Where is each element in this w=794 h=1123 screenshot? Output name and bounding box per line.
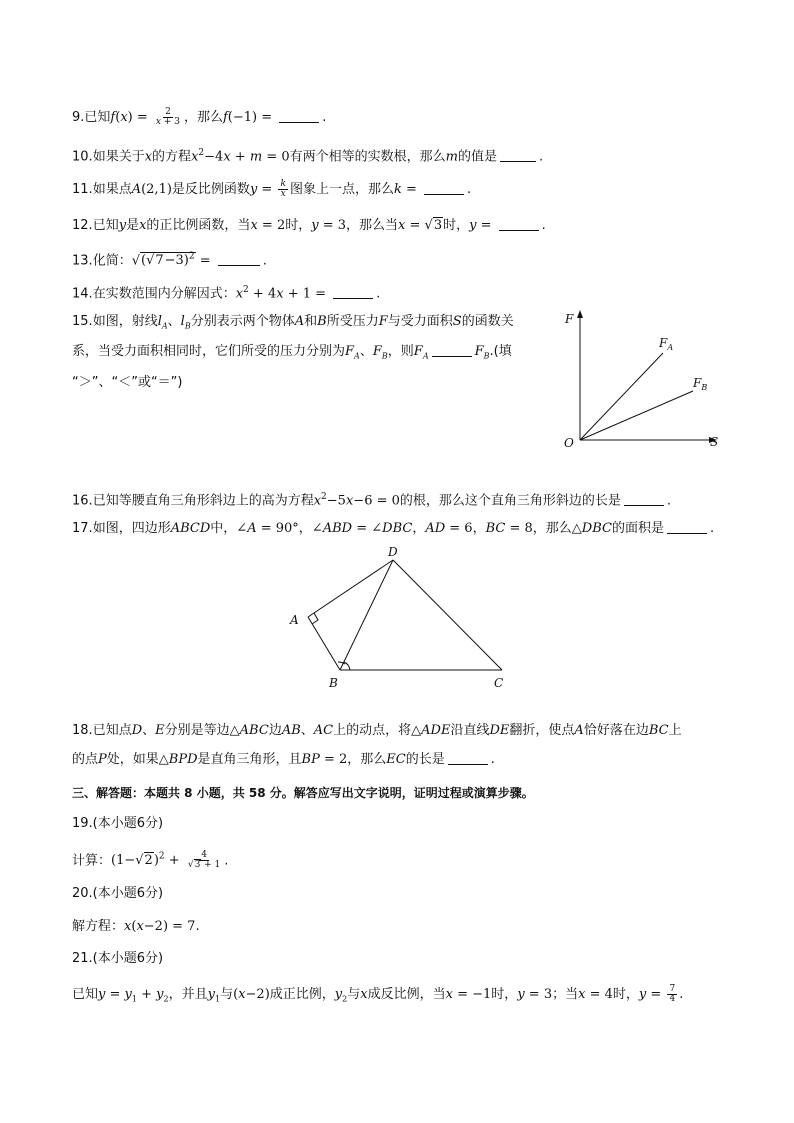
text: 上的动点，将: [333, 723, 412, 738]
text: .: [666, 493, 672, 509]
label-A: A: [290, 613, 299, 627]
text: .: [376, 286, 381, 302]
text: 解方程：: [72, 919, 125, 934]
text: 恰好落在边: [583, 723, 649, 738]
text: ；当: [552, 987, 579, 1002]
label-D: D: [388, 545, 398, 559]
text: ，那么: [183, 110, 223, 125]
text: ，: [412, 521, 426, 536]
text: 翻折，使点: [509, 723, 575, 738]
text: 的值是: [457, 149, 497, 165]
text: 是反比例函数: [171, 182, 250, 197]
text: .: [224, 853, 229, 869]
label-O: O: [564, 436, 574, 450]
edge-DC: [393, 560, 502, 670]
question-14: 14.在实数范围内分解因式：$x^2 + 4x + 1$ = .: [72, 285, 381, 302]
question-number: 18.: [72, 723, 93, 738]
text: 边: [268, 723, 282, 738]
figure-17-quadrilateral: [280, 543, 520, 693]
text: ，那么当: [346, 218, 399, 233]
answer-blank[interactable]: [448, 752, 488, 765]
right-angle-mark-A: [312, 613, 318, 624]
text: 时，: [491, 987, 518, 1002]
question-15-line3: [72, 374, 182, 392]
answer-blank[interactable]: [500, 149, 536, 162]
text: 的正比例函数，当: [146, 218, 251, 233]
text: 是直角三角形，且: [197, 752, 302, 767]
question-16: 16.已知等腰直角三角形斜边上的高为方程$x^2-5x-6 = 0$的根，那么这个直角三角形斜边的长是 .: [72, 492, 672, 509]
section-3-heading: 三、解答题：本题共 8 小题，共 58 分。解答应写出文字说明，证明过程或演算步骤。: [72, 786, 534, 800]
question-9: 9.已知f(x) = $\frac{2}{x + 3}$ ，那么f(−1) = .: [72, 107, 327, 127]
answer-blank[interactable]: [218, 253, 260, 266]
question-12: 12.已知y是x的正比例函数，当x = 2时，y = 3，那么当x = √3时，y = .: [72, 218, 546, 233]
edge-AB: [308, 617, 340, 670]
text: 的长是: [405, 752, 445, 767]
text: ，: [472, 521, 486, 536]
text: 处，如果: [106, 752, 159, 767]
edge-AD: [308, 560, 393, 617]
text: 如图，射线: [92, 314, 158, 329]
question-number: 10.: [72, 149, 93, 165]
text: 已知: [84, 110, 111, 125]
text: 已知点: [92, 723, 132, 738]
text: 已知: [72, 987, 99, 1002]
text: 如果点: [92, 182, 132, 197]
text: 已知: [92, 218, 119, 233]
question-19-body: 计算：$(1-√2)^2$ + $\frac{4}{√3 + 1}$ .: [72, 850, 229, 871]
question-18-line2: 的点P处，如果△BPD是直角三角形，且BP = 2，那么EC的长是 .: [72, 752, 495, 767]
text: 的面积是: [611, 521, 664, 536]
answer-blank[interactable]: [333, 286, 373, 299]
question-number: 15.: [72, 314, 93, 329]
question-15-line1: 15.如图，射线$l_A$、$l_B$分别表示两个物体A和B所受压力F与受力面积S的函数关: [72, 314, 514, 331]
text: 的点: [72, 752, 99, 767]
question-17: 17.如图，四边形ABCD中，∠A = 90°，∠ABD = ∠DBC，AD = 6，BC = 8，那么△DBC的面积是 .: [72, 521, 715, 536]
text: 、: [300, 723, 314, 738]
ray-B: [580, 391, 693, 440]
text: 、: [359, 344, 373, 359]
text: 和: [304, 314, 318, 329]
text: 、: [142, 723, 156, 738]
text: 已知等腰直角三角形斜边上的高为方程: [92, 493, 314, 509]
question-number: 14.: [72, 286, 93, 302]
text: 上: [668, 723, 682, 738]
ray-A: [580, 353, 663, 440]
diagonal-BD: [340, 560, 393, 670]
answer-blank[interactable]: [424, 182, 464, 195]
text: 与受力面积: [387, 314, 453, 329]
text: 化简：: [92, 253, 132, 269]
figure-15-graph: [555, 305, 735, 455]
text: 的根，那么这个直角三角形斜边的长是: [399, 493, 621, 509]
text: 如图，四边形: [92, 521, 171, 536]
text: 的函数关: [461, 314, 514, 329]
y-axis-arrow: [577, 310, 583, 318]
text: 是: [126, 218, 140, 233]
angle-arc-B: [344, 662, 350, 670]
label-B: B: [329, 676, 338, 690]
question-number: 9.: [72, 110, 85, 125]
answer-blank[interactable]: [499, 218, 539, 231]
question-18-line1: 18.已知点D、E分别是等边△ABC边AB、AC上的动点，将△ADE沿直线DE翻折，使点A恰好落在边BC上: [72, 723, 682, 738]
text: .: [541, 218, 546, 233]
text: .: [322, 110, 327, 125]
label-FA: $F_A$: [659, 336, 674, 352]
text: 、: [167, 314, 181, 329]
label-C: C: [494, 676, 504, 690]
text: .: [490, 752, 495, 767]
text: 图象上一点，那么: [289, 182, 394, 197]
question-number: 16.: [72, 493, 93, 509]
text: 分别表示两个物体: [190, 314, 295, 329]
text: “＞”、“＜”或“＝”): [72, 375, 183, 390]
question-20-title: 20.(本小题6分): [72, 886, 164, 901]
question-number: 17.: [72, 521, 93, 536]
text: 分别是等边: [164, 723, 230, 738]
answer-blank[interactable]: [667, 521, 707, 534]
question-21-title: 21.(本小题6分): [72, 951, 164, 966]
text: ，则: [387, 344, 414, 359]
label-S: S: [710, 435, 719, 449]
label-FB: $F_B$: [693, 376, 708, 392]
text: .: [262, 253, 267, 269]
text: 所受压力: [326, 314, 379, 329]
text: ，那么: [532, 521, 572, 536]
text: 与: [220, 987, 234, 1002]
text: .: [679, 987, 684, 1002]
answer-blank[interactable]: [432, 344, 472, 357]
text: ，: [298, 521, 312, 536]
question-15-line2: 系，当受力面积相同时，它们所受的压力分别为$F_A$、$F_B$，则$F_A$ $F_B$.(填: [72, 344, 512, 361]
answer-blank[interactable]: [624, 493, 664, 506]
question-21-body: 已知$y = y_1 + y_2$，并且$y_1$与(x−2)成正比例，$y_2$与x成反比例，当x = −1时，y = 3；当x = 4时，y = $\frac{7}{4}$ .: [72, 984, 684, 1004]
text: ，那么: [347, 752, 387, 767]
question-13: 13.化简：$√(√7-3)^2$ = .: [72, 252, 267, 269]
text: 沿直线: [450, 723, 490, 738]
text: 在实数范围内分解因式：: [92, 286, 236, 302]
text: .: [538, 149, 544, 165]
label-F: F: [565, 312, 574, 326]
text: 中，: [210, 521, 237, 536]
text: 时，: [612, 987, 639, 1002]
question-20-body: 解方程：x(x−2) = 7.: [72, 919, 200, 934]
text: 计算：: [72, 853, 112, 869]
answer-blank[interactable]: [279, 110, 319, 123]
text: 与: [347, 987, 361, 1002]
text: 时，: [285, 218, 312, 233]
text: .: [467, 182, 472, 197]
text: 的方程: [152, 149, 192, 165]
text: 有两个相等的实数根，那么: [289, 149, 446, 165]
text: 时，: [443, 218, 470, 233]
text: .: [195, 919, 200, 934]
text: 系，当受力面积相同时，它们所受的压力分别为: [72, 344, 346, 359]
text: 如果关于: [92, 149, 145, 165]
question-number: 11.: [72, 182, 93, 197]
text: 成反比例，当: [367, 987, 446, 1002]
question-19-title: 19.(本小题6分): [72, 816, 164, 831]
text: .(填: [489, 344, 512, 359]
question-number: 13.: [72, 253, 93, 269]
text: .: [709, 521, 715, 536]
text: 成正比例，: [269, 987, 335, 1002]
question-11: 11.如果点A(2,1)是反比例函数y = $\frac{k}{x}$ 图象上一点，那么k = .: [72, 179, 472, 199]
question-10: 10.如果关于x的方程$x^2-4x + m = 0$有两个相等的实数根，那么m的值是 .: [72, 148, 544, 165]
text: ，并且: [168, 987, 208, 1002]
question-number: 12.: [72, 218, 93, 233]
